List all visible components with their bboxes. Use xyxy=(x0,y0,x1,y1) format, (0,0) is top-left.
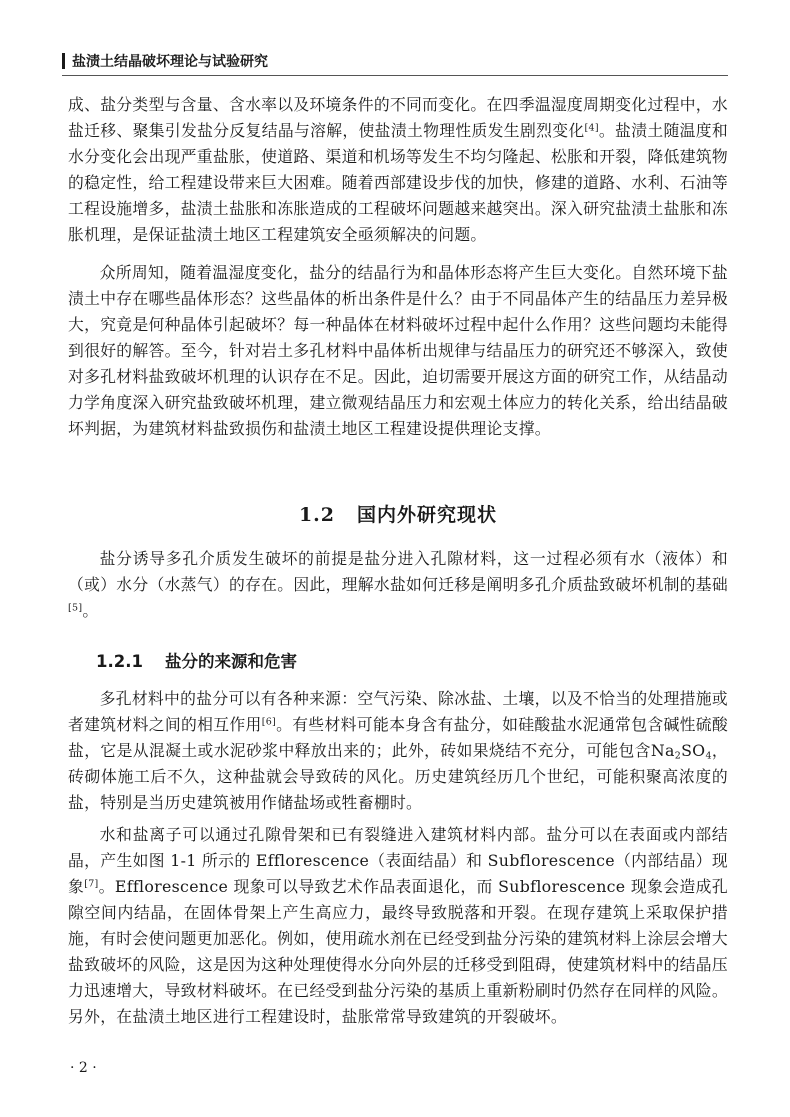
running-header xyxy=(62,50,732,72)
formula-sub-2: 2 xyxy=(674,750,682,762)
formula-na: Na xyxy=(650,741,675,760)
formula-so: SO xyxy=(681,741,706,760)
section-number: 1.2 xyxy=(298,504,336,526)
paragraph-1-text-a: 成、盐分类型与含量、含水率以及环境条件的不同而变化。在四季温湿度周期变化过程中，水盐迁移、聚集引发盐分反复结晶与溶解，使盐渍土物理性质发生剧烈变化 xyxy=(68,95,728,140)
paragraph-3 xyxy=(68,546,728,624)
subsection-title: 盐分的来源和危害 xyxy=(164,652,297,671)
section-title: 国内外研究现状 xyxy=(357,504,498,526)
header-rule xyxy=(62,75,728,76)
citation-4: [4] xyxy=(584,122,599,134)
subsection-heading xyxy=(96,648,297,672)
citation-7: [7] xyxy=(84,878,99,890)
paragraph-3-text-b: 。 xyxy=(82,601,99,620)
paragraph-4-text-c: ，砖砌体施工后不久，这种盐就会导致砖的风化。历史建筑经历几个世纪，可能积聚高浓度的盐，特别是当历史建筑被用作储盐场或牲畜棚时。 xyxy=(68,741,728,812)
paragraph-5-text-b: 。Efflorescence 现象可以导致艺术作品表面退化，而 Subflorescence 现象会造成孔隙空间内结晶，在固体骨架上产生高应力，最终导致脱落和开裂。在现存建筑上采取保护措施，有时会使问题更加恶化。例如，使用疏水剂在已经受到盐分污染的建筑材料上涂层会增大盐致破坏的风险，这是因为这种处理使得水分向外层的迁移受到阻碍，使建筑材料中的结晶压力迅速增大，导致材料破坏。在已经受到盐分污染的基质上重新粉刷时仍然存在同样的风险。另外，在盐渍土地区进行工程建设时，盐胀常常导致建筑的开裂破坏。 xyxy=(68,877,728,1026)
paragraph-2: 众所周知，随着温湿度变化，盐分的结晶行为和晶体形态将产生巨大变化。自然环境下盐渍土中存在哪些晶体形态？这些晶体的析出条件是什么？由于不同晶体产生的结晶压力差异极大，究竟是何种晶体引起破坏？每一种晶体在材料破坏过程中起什么作用？这些问题均未能得到很好的解答。至今，针对岩土多孔材料中晶体析出规律与结晶压力的研究还不够深入，致使对多孔材料盐致破坏机理的认识存在不足。因此，迫切需要开展这方面的研究工作，从结晶动力学角度深入研究盐致破坏机理，建立微观结晶压力和宏观土体应力的转化关系，给出结晶破坏判据，为建筑材料盐致损伤和盐渍土地区工程建设提供理论支撑。 xyxy=(68,263,728,438)
paragraph-4 xyxy=(68,686,728,816)
paragraph-5-text-a: 水和盐离子可以通过孔隙骨架和已有裂缝进入建筑材料内部。盐分可以在表面或内部结晶，产生如图 1-1 所示的 Efflorescence（表面结晶）和 Subflorescence（内部结晶）现象 xyxy=(68,825,728,896)
paragraph-4-text-b: 。有些材料可能本身含有盐分，如硅酸盐水泥通常包含碱性硫酸盐，它是从混凝土或水泥砂浆中释放出来的；此外，砖如果烧结不充分，可能包含 xyxy=(68,715,729,760)
paragraph-5 xyxy=(68,822,728,1030)
paragraph-1-text-b: 。盐渍土随温度和水分变化会出现严重盐胀，使道路、渠道和机场等发生不均匀隆起、松胀和开裂，降低建筑物的稳定性，给工程建设带来巨大困难。随着西部建设步伐的加快，修建的道路、水利、石油等工程设施增多，盐渍土盐胀和冻胀造成的工程破坏问题越来越突出。深入研究盐渍土盐胀和冻胀机理，是保证盐渍土地区工程建筑安全亟须解决的问题。 xyxy=(68,121,729,244)
header-bar xyxy=(62,53,65,69)
section-heading xyxy=(68,500,728,527)
paragraph-1 xyxy=(68,92,728,248)
citation-6: [6] xyxy=(261,716,277,728)
paragraph-3-text-a: 盐分诱导多孔介质发生破坏的前提是盐分进入孔隙材料，这一过程必须有水（液体）和（或）水分（水蒸气）的存在。因此，理解水盐如何迁移是阐明多孔介质盐致破坏机制的基础 xyxy=(68,549,728,594)
subsection-number: 1.2.1 xyxy=(96,652,143,671)
paragraph-4-text-a: 多孔材料中的盐分可以有各种来源：空气污染、除冰盐、土壤，以及不恰当的处理措施或者建筑材料之间的相互作用 xyxy=(68,689,728,734)
page-number: · 2 · xyxy=(70,1060,97,1076)
citation-5: [5] xyxy=(68,602,83,614)
header-title: 盐渍土结晶破坏理论与试验研究 xyxy=(72,54,268,70)
formula-sub-4: 4 xyxy=(705,750,712,762)
